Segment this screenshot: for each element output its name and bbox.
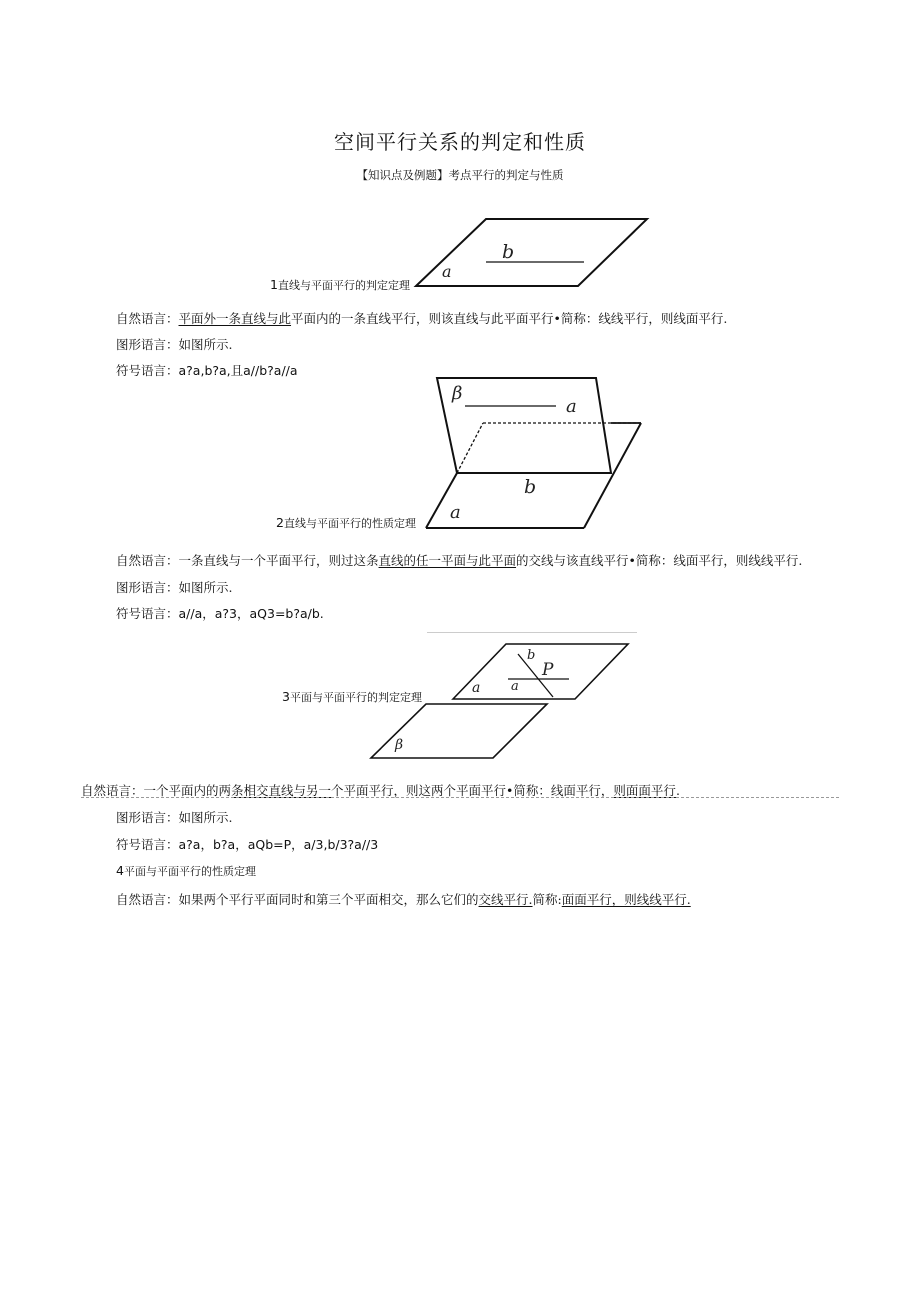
section2-graph-language: 图形语言：如图所示. — [116, 580, 233, 595]
section1-caption: 1直线与平面平行的判定定理 — [270, 277, 410, 292]
fig3-label-a: a — [511, 679, 519, 694]
section1-graph-language: 图形语言：如图所示. — [116, 337, 233, 352]
fig1-label-plane: a — [442, 262, 452, 281]
section3-graph-language: 图形语言：如图所示. — [116, 810, 233, 825]
section2-symbol-language: 符号语言：a//a，a?3，aQ3=b?a/b. — [116, 606, 324, 621]
section2-natural-language: 自然语言：一条直线与一个平面平行，则过这条直线的任一平面与此平面的交线与该直线平行•简称：线面平行，则线线平行. — [116, 553, 803, 568]
page-subtitle: 【知识点及例题】考点平行的判定与性质 — [356, 168, 564, 182]
fig3-label-b: b — [527, 648, 536, 663]
section1-symbol-language: 符号语言：a?a,b?a,且a//b?a//a — [116, 363, 298, 378]
fig1-label-b: b — [502, 241, 515, 263]
page-title: 空间平行关系的判定和性质 — [334, 130, 586, 154]
fig2-label-beta: β — [452, 383, 463, 404]
fig2-label-alpha: a — [450, 502, 461, 523]
fig2-label-b: b — [524, 476, 537, 498]
section2-caption: 2直线与平面平行的性质定理 — [276, 515, 416, 530]
section3-natural-language: 自然语言：一个平面内的两条相交直线与另一个平面平行，则这两个平面平行•简称：线面平行，则面面平行. — [81, 783, 680, 798]
fig3-label-P: P — [542, 660, 554, 680]
section4-natural-language: 自然语言：如果两个平行平面同时和第三个平面相交，那么它们的交线平行.简称:面面平行，则线线平行. — [116, 892, 691, 907]
section1-natural-language: 自然语言：平面外一条直线与此平面内的一条直线平行，则该直线与此平面平行•简称：线线平行，则线面平行. — [116, 311, 728, 326]
fig3-label-beta: β — [395, 737, 404, 753]
divider-dashed — [81, 797, 839, 798]
section3-caption: 3平面与平面平行的判定定理 — [282, 689, 422, 704]
fig2-label-a: a — [566, 396, 577, 417]
section4-caption: 4平面与平面平行的性质定理 — [116, 863, 256, 878]
section3-symbol-language: 符号语言：a?a，b?a，aQb=P，a/3,b/3?a//3 — [116, 837, 379, 852]
fig3-label-alpha: a — [472, 680, 481, 696]
